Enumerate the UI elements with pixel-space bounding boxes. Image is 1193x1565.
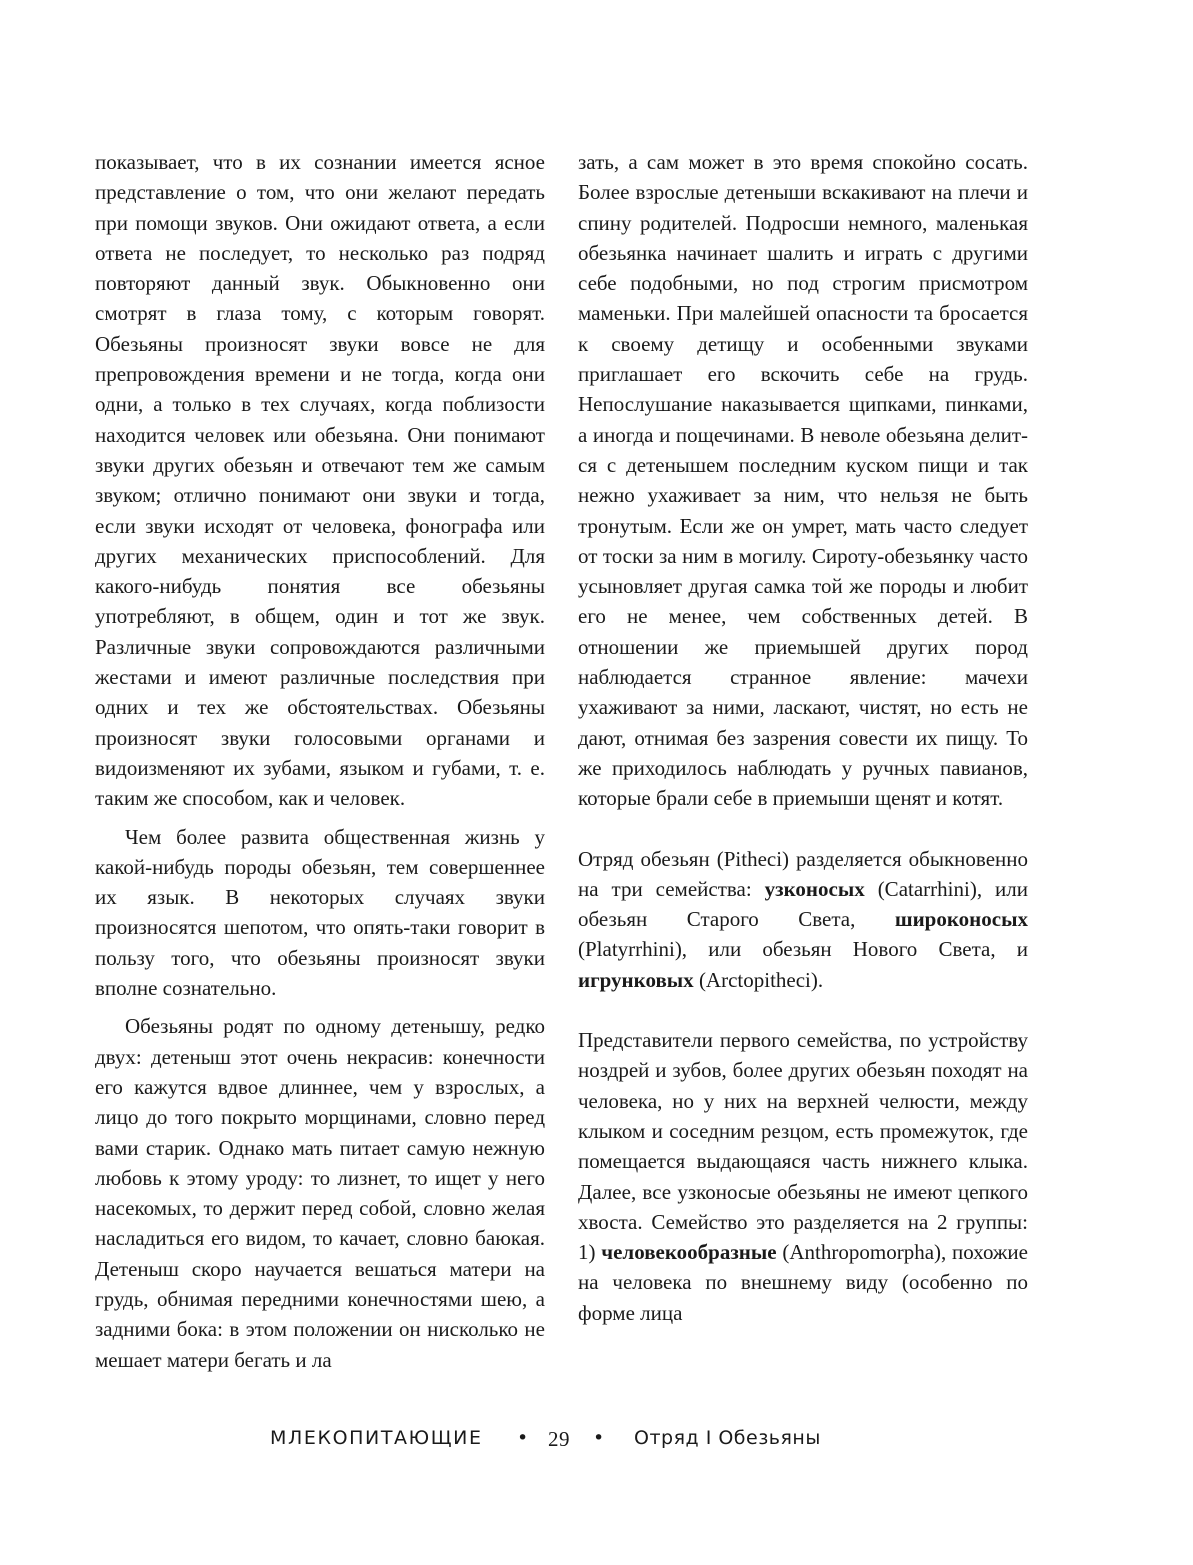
text-run: (Arctopitheci). [693, 967, 824, 992]
bold-term: широконосых [894, 907, 1028, 932]
paragraph: показывает, что в их сознании имеется ясное представление о том, что они желают передать при помощи звуков. Они ожидают ответа, а если ответа не последует, то несколько раз подряд повторяют данный звук. Обыкновенно они смотрят в глаза тому, с которым говорят. Обезьяны произносят звуки вовсе не для препровождения времени и не тогда, когда они одни, а только в тех случаях, когда поблизости находится человек или обезьяна. Они понимают звуки других обезьян и отвечают тем же самым звуком; отлично понимают они звуки и тогда, если звуки исходят от человека, фонографа или других механических приспособлений. Для какого-нибудь понятия все обезьяны употребляют, в общем, один и тот же звук. Различные звуки сопровождаются различными жестами и имеют различные последствия при одних и тех же обстоятельствах. Обезьяны произносят звуки голосовыми органами и видоизменяют их зубами, языком и губами, т. е. таким же способом, как и человек. [95, 150, 545, 811]
text-run: (Platyrrhini), или обезьян Нового Света, и [578, 937, 1028, 962]
paragraph-first-family [578, 1025, 1028, 1328]
paragraph: зать, а сам может в это время спокойно сосать. Более взрослые детеныши вскакивают на плечи и спину родителей. Подросши немного, маленькая обезьянка начинает шалить и играть с другими себе подобными, но под строгим присмотром маменьки. При малейшей опасности та бросается к своему детищу и особенными звуками приглашает его вскочить себе на грудь. Непослушание наказывается щипками, пинками, а иногда и пощечинами. В неволе обезьяна делится с детенышем последним куском пищи и так нежно ухаживает за ним, что нельзя не быть тронутым. Если же он умрет, мать часто следует от тоски за ним в могилу. Сироту-обезьянку часто усыновляет другая самка той же породы и любит его не менее, чем собственных детей. В отношении же приемышей других пород наблюдается странное явление: мачехи ухаживают за ними, ласкают, чистят, но есть не дают, отнимая без зазрения совести их пищу. То же приходилось наблюдать у ручных павианов, которые брали себе в приемыши щенят и котят. [578, 150, 1028, 811]
footer-separator: • [517, 1427, 529, 1449]
left-column [95, 147, 545, 1375]
text-run: Отряд обезьян (Pitheci) разделяется обыкновенно на три семейства: [578, 846, 1028, 901]
bold-term: человекообразные [601, 1240, 777, 1265]
bold-term: игрунковых [578, 967, 694, 992]
right-column [578, 147, 1028, 1328]
text-run: (Anthropomorpha), похожие на человека по внешнему виду (особенно по форме лица [578, 1240, 1028, 1325]
running-footer [0, 1427, 1193, 1457]
text-run: (Catarrhini), или обезьян Старого Света, [578, 876, 1028, 932]
paragraph-family-division [578, 844, 1028, 995]
footer-section-title: МЛЕКОПИТАЮЩИЕ [270, 1427, 483, 1449]
paragraph: Обезьяны родят по одному детенышу, редко двух: детеныш этот очень некрасив: конечности его кажутся вдвое длиннее, чем у взрослых, а лицо до того покрыто морщинами, словно перед вами старик. Однако мать питает самую нежную любовь к этому уроду: то лизнет, то ищет у него насекомых, то держит перед собой, словно желая насладиться его видом, то качает, словно баюкая. Детеныш скоро научается вешаться матери на грудь, обнимая передними конечностями шею, а задними бока: в этом положении он нисколько не мешает матери бегать и ла [95, 1014, 545, 1372]
paragraph: Чем более развита общественная жизнь у какой-нибудь породы обезьян, тем совершеннее их язык. В некоторых случаях звуки произносятся шепотом, что опять-таки говорит в пользу того, что обезьяны произносят звуки вполне сознательно. [95, 824, 545, 1001]
footer-chapter-title: Отряд I Обезьяны [634, 1427, 821, 1449]
bold-term: узконосых [764, 876, 865, 901]
page-number: 29 [548, 1427, 570, 1451]
footer-separator: • [593, 1427, 605, 1449]
text-run: Представители первого семейства, по устройству ноздрей и зубов, более других обезьян походят на человека, но у них на верхней челюсти, между клыком и соседним резцом, есть промежуток, где помещается выдающаяся часть нижнего клыка. Далее, все узконосые обезьяны не имеют цепкого хвоста. Семейство это разделяется на 2 группы: 1) [578, 1028, 1028, 1265]
